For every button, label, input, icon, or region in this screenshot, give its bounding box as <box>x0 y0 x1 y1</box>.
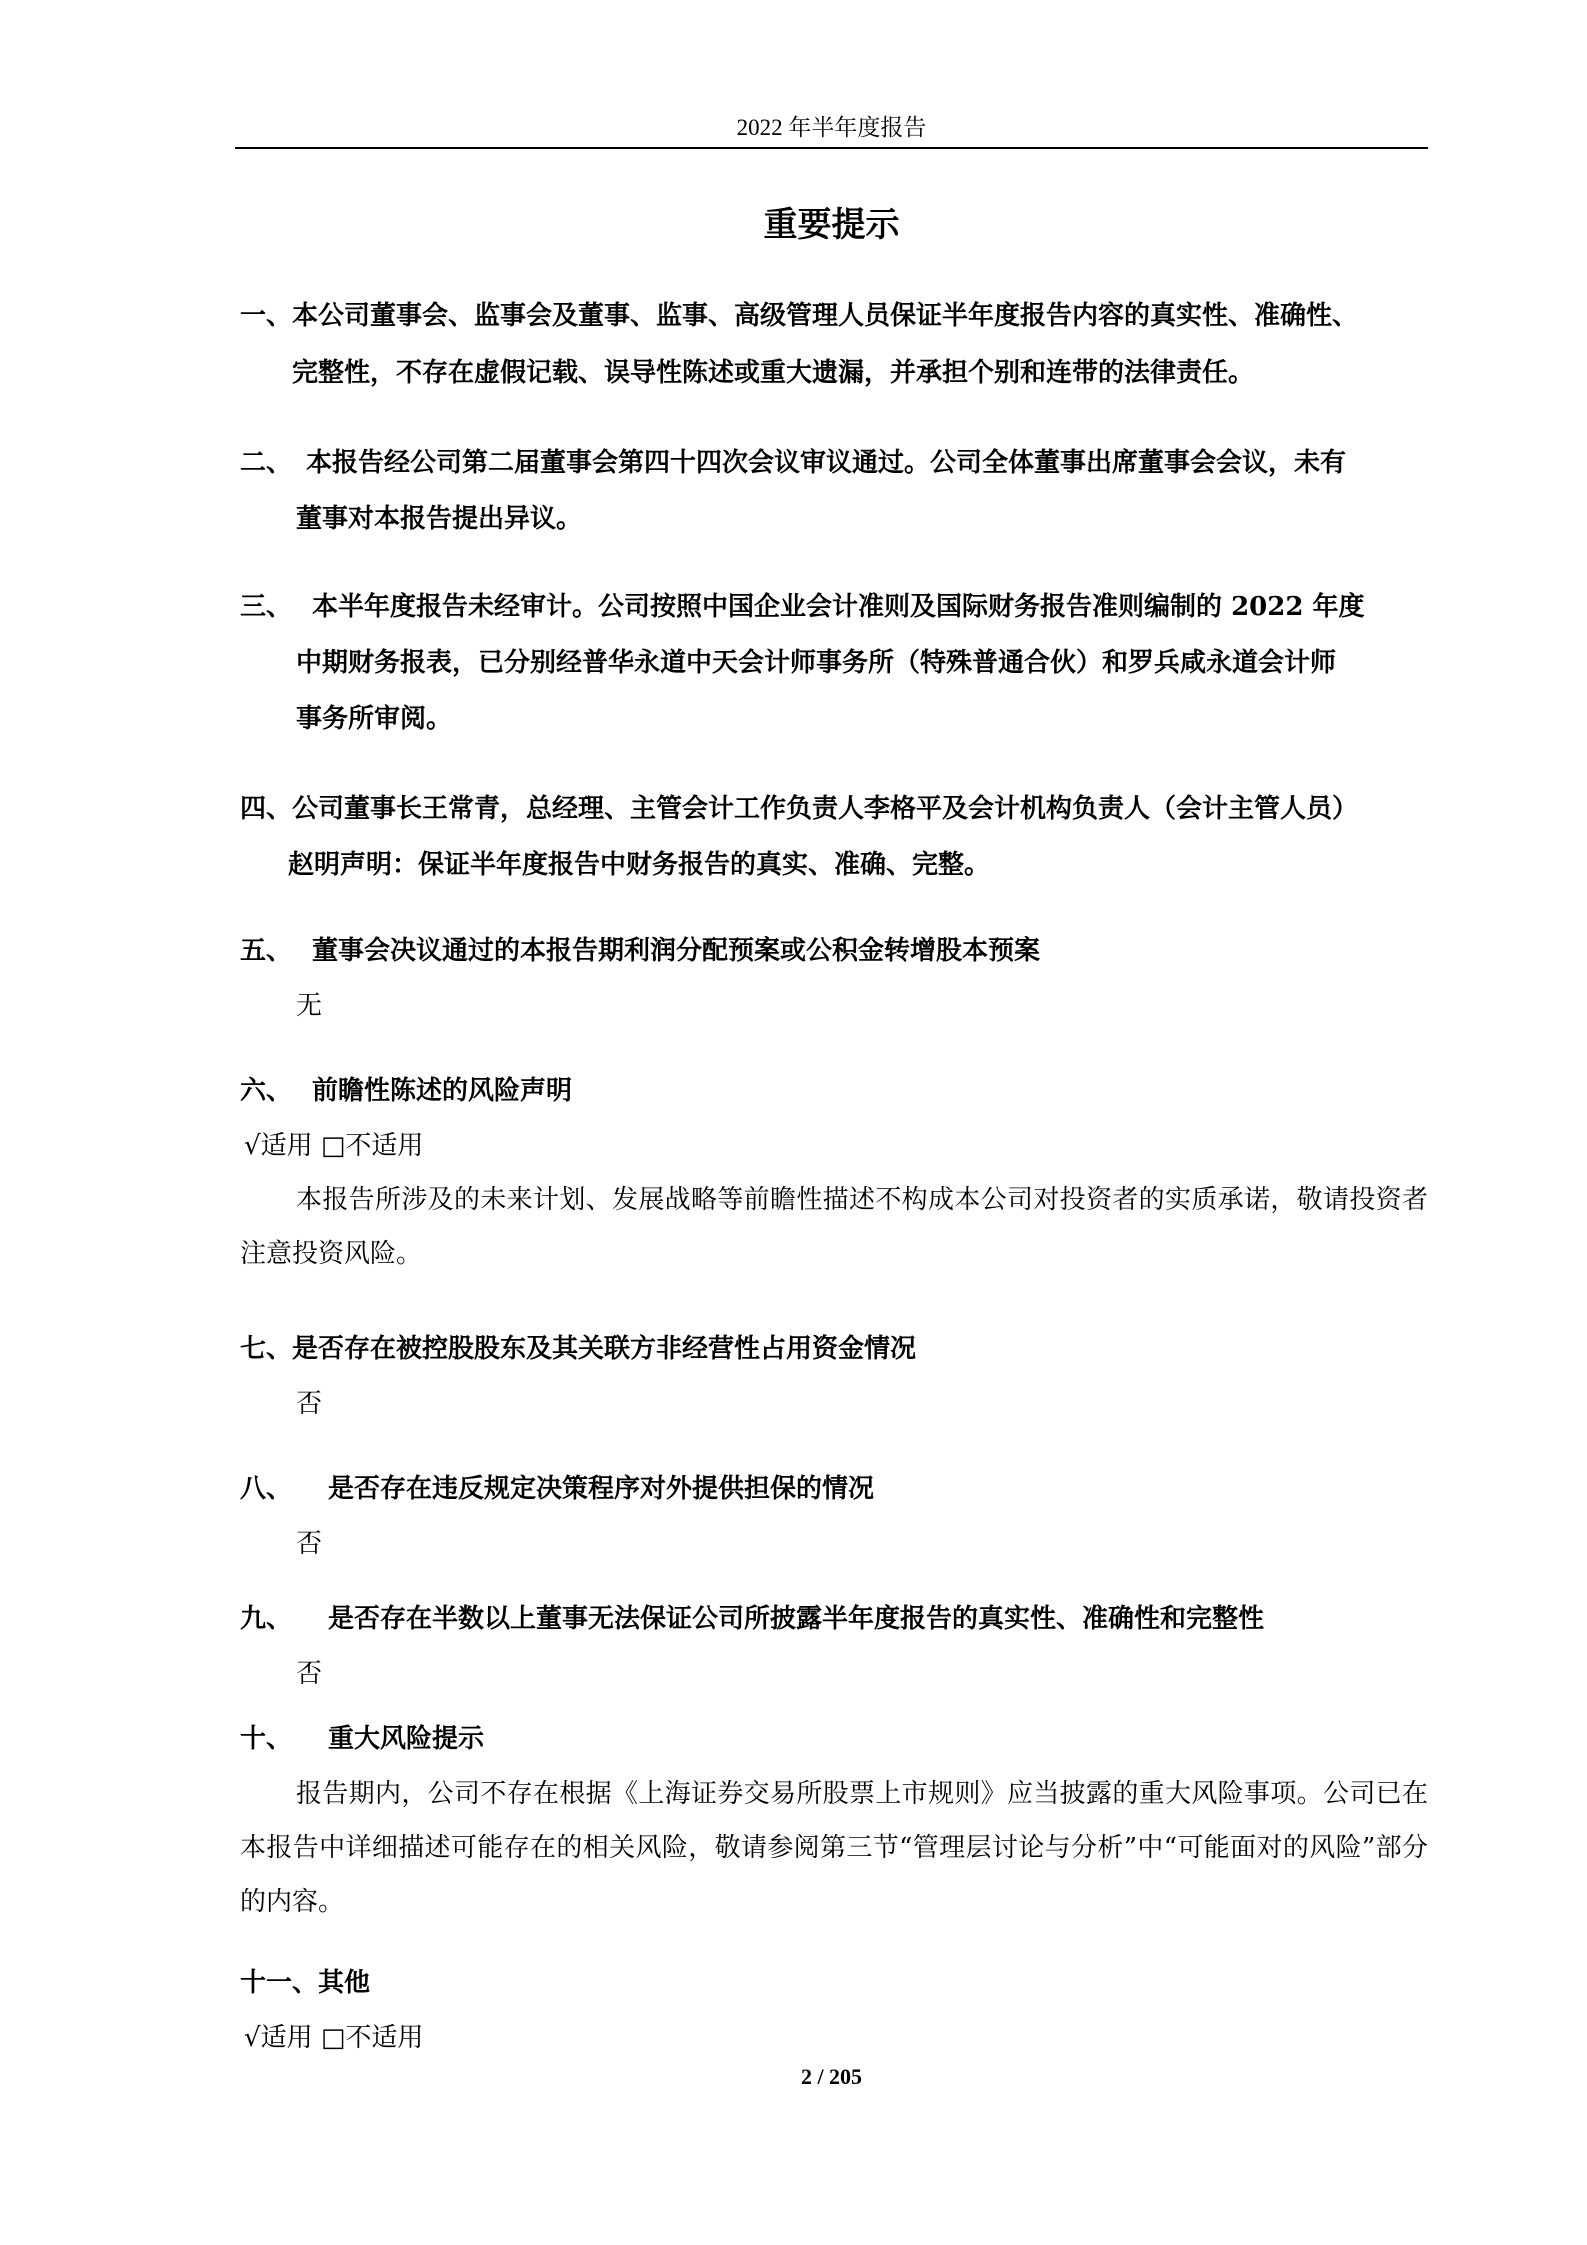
section-title: 其他 <box>318 1968 371 1998</box>
page-number: 2 / 205 <box>800 2064 863 2089</box>
section-8 <box>240 1461 1428 1571</box>
applicability-check: √适用 □不适用 <box>244 2023 424 2053</box>
section-number: 六、 <box>240 1076 293 1106</box>
section-title: 是否存在违反规定决策程序对外提供担保的情况 <box>328 1474 875 1504</box>
section-number: 十一、 <box>240 1968 319 1998</box>
section-number: 二、 <box>240 448 293 478</box>
page-title: 重要提示 <box>763 205 900 245</box>
section-text-continued: 董事对本报告提出异议。 <box>296 504 583 534</box>
page-header: 2022 年半年度报告 <box>736 115 927 140</box>
section-number: 三、 <box>240 592 293 622</box>
section-number: 九、 <box>240 1604 293 1634</box>
section-9 <box>240 1591 1428 1701</box>
section-3 <box>240 579 1428 747</box>
section-10 <box>240 1711 1428 1929</box>
section-answer: 无 <box>296 991 323 1021</box>
section-answer: 否 <box>296 1659 323 1689</box>
section-title: 是否存在半数以上董事无法保证公司所披露半年度报告的真实性、准确性和完整性 <box>328 1604 1265 1634</box>
section-paragraph: 报告期内，公司不存在根据《上海证券交易所股票上市规则》应当披露的重大风险事项。公司已在本报告中详细描述可能存在的相关风险，敬请参阅第三节“管理层讨论与分析”中“可能面对的风险”部分的内容。 <box>240 1779 1428 1917</box>
section-answer: 否 <box>296 1389 323 1419</box>
section-text-continued: 事务所审阅。 <box>296 704 453 734</box>
section-number: 十、 <box>240 1724 293 1754</box>
section-title: 是否存在被控股股东及其关联方非经营性占用资金情况 <box>292 1334 917 1364</box>
section-number: 五、 <box>240 936 293 966</box>
section-number: 八、 <box>240 1474 293 1504</box>
section-11 <box>240 1955 1428 2065</box>
section-text: 本半年度报告未经审计。公司按照中国企业会计准则及国际财务报告准则编制的 2022 年度 <box>312 592 1365 622</box>
section-text: 本公司董事会、监事会及董事、监事、高级管理人员保证半年度报告内容的真实性、准确性、 <box>292 301 1359 331</box>
section-7 <box>240 1321 1428 1431</box>
section-text-continued: 完整性，不存在虚假记载、误导性陈述或重大遗漏，并承担个别和连带的法律责任。 <box>292 358 1255 388</box>
section-title: 前瞻性陈述的风险声明 <box>312 1076 573 1106</box>
section-5 <box>240 923 1428 1033</box>
section-text: 本报告经公司第二届董事会第四十四次会议审议通过。公司全体董事出席董事会会议，未有 <box>306 448 1347 478</box>
header-divider <box>235 147 1428 149</box>
section-number: 一、 <box>240 301 293 331</box>
applicability-check: √适用 □不适用 <box>244 1131 424 1161</box>
section-title: 董事会决议通过的本报告期利润分配预案或公积金转增股本预案 <box>312 936 1041 966</box>
section-answer: 否 <box>296 1529 323 1559</box>
section-text-continued: 中期财务报表，已分别经普华永道中天会计师事务所（特殊普通合伙）和罗兵咸永道会计师 <box>296 648 1337 678</box>
section-2 <box>240 435 1428 547</box>
section-4 <box>240 781 1428 893</box>
document-body <box>240 287 1428 2065</box>
section-text: 公司董事长王常青，总经理、主管会计工作负责人李格平及会计机构负责人（会计主管人员） <box>292 794 1359 824</box>
section-number: 七、 <box>240 1334 293 1364</box>
section-number: 四、 <box>240 794 293 824</box>
section-text-continued: 赵明声明：保证半年度报告中财务报告的真实、准确、完整。 <box>288 850 991 880</box>
section-1 <box>240 287 1428 401</box>
section-paragraph: 本报告所涉及的未来计划、发展战略等前瞻性描述不构成本公司对投资者的实质承诺，敬请投资者注意投资风险。 <box>240 1185 1428 1269</box>
section-title: 重大风险提示 <box>328 1724 485 1754</box>
section-6 <box>240 1063 1428 1281</box>
